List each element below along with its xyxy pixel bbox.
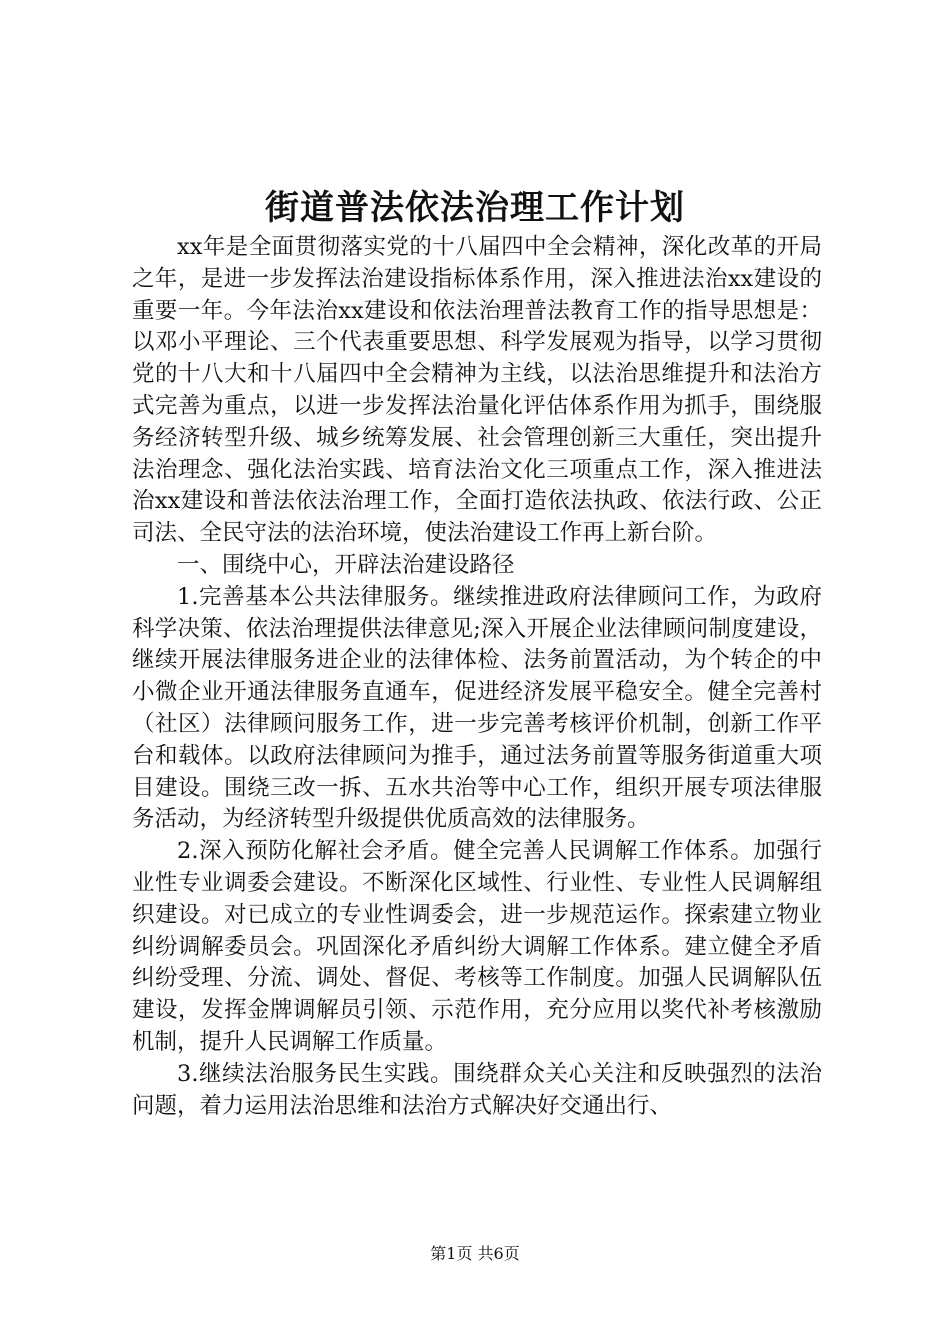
paragraph-item-1: 1.完善基本公共法律服务。继续推进政府法律顾问工作，为政府科学决策、依法治理提供法律意见;深入开展企业法律顾问制度建设，继续开展法律服务进企业的法律体检、法务前置活动，为个转企的中小微企业开通法律服务直通车，促进经济发展平稳安全。健全完善村（社区）法律顾问服务工作，进一步完善考核评价机制，创新工作平台和载体。以政府法律顾问为推手，通过法务前置等服务街道重大项目建设。围绕三改一拆、五水共治等中心工作，组织开展专项法律服务活动，为经济转型升级提供优质高效的法律服务。 <box>132 583 822 833</box>
document-body <box>132 232 822 1122</box>
paragraph-intro: xx年是全面贯彻落实党的十八届四中全会精神，深化改革的开局之年，是进一步发挥法治建设指标体系作用，深入推进法治xx建设的重要一年。今年法治xx建设和依法治理普法教育工作的指导思想是：以邓小平理论、三个代表重要思想、科学发展观为指导，以学习贯彻党的十八大和十八届四中全会精神为主线，以法治思维提升和法治方式完善为重点，以进一步发挥法治量化评估体系作用为抓手，围绕服务经济转型升级、城乡统筹发展、社会管理创新三大重任，突出提升法治理念、强化法治实践、培育法治文化三项重点工作，深入推进法治xx建设和普法依法治理工作，全面打造依法执政、依法行政、公正司法、全民守法的法治环境，使法治建设工作再上新台阶。 <box>132 234 822 547</box>
document-title: 街道普法依法治理工作计划 <box>265 188 685 228</box>
paragraph-item-3: 3.继续法治服务民生实践。围绕群众关心关注和反映强烈的法治问题，着力运用法治思维和法治方式解决好交通出行、 <box>132 1060 822 1119</box>
paragraph-item-2: 2.深入预防化解社会矛盾。健全完善人民调解工作体系。加强行业性专业调委会建设。不断深化区域性、行业性、专业性人民调解组织建设。对已成立的专业性调委会，进一步规范运作。探索建立物业纠纷调解委员会。巩固深化矛盾纠纷大调解工作体系。建立健全矛盾纠纷受理、分流、调处、督促、考核等工作制度。加强人民调解队伍建设，发挥金牌调解员引领、示范作用，充分应用以奖代补考核激励机制，提升人民调解工作质量。 <box>132 838 822 1055</box>
page-footer: 第1页 共6页 <box>430 1244 520 1263</box>
section-heading-1: 一、围绕中心，开辟法治建设路径 <box>177 551 515 578</box>
